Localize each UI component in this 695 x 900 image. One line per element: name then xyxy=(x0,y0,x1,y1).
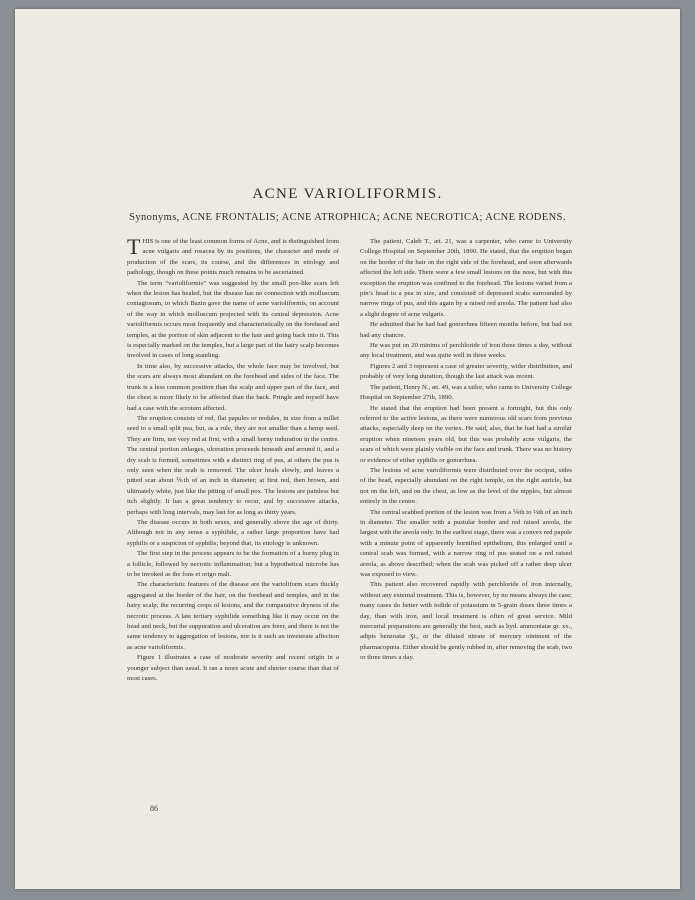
right-column xyxy=(360,237,572,664)
paragraph: The characteristic features of the disease are the varioliform scars thickly aggregated at the border of the hair, on the forehead and temples, and in the hairy scalp; the recurring crops of lesions, and the comparative dryness of the necrotic process. A late tertiary syphilide something like it may occur on the head and neck, but the suppuration and ulceration are freer, and there is not the same tendency to aggregation of lesions, nor is it such an inveterate affection as acne varioliformis. xyxy=(127,581,339,651)
paragraph: The central scabbed portion of the lesion was from a ⅙th to ⅔th of an inch in diameter. The smaller with a pustular border and red raised areola, the largest with the areola only. In the earliest stage, there was a convex red papule with a minute point of apparently hornified epithelium, this enlarged until a central scab was formed, with a narrow ring of pus seated on a red raised areola, as above described; when the scab was picked off a rather deep ulcer was exposed to view. xyxy=(360,508,572,578)
page-number: 86 xyxy=(150,804,158,813)
paragraph: He admitted that he had had gonorrhœa fifteen months before, but had not had any chancre. xyxy=(360,321,572,339)
paragraph: He was put on 20 minims of perchloride of iron three times a day, without any local treatment, and was quite well in three weeks. xyxy=(360,342,572,360)
page-sheet xyxy=(15,9,680,889)
paragraph: The patient, Henry N., æt. 49, was a tailor, who came to University College Hospital on September 27th, 1890. xyxy=(360,383,572,402)
article-title: ACNE VARIOLIFORMIS. xyxy=(252,186,443,202)
drop-cap: T xyxy=(127,234,141,259)
paragraph: The lesions of acne varioliformis were distributed over the occiput, sides of the head, especially abundant on the right temple, on the right auricle, but not on the left, and on the chest, as low as the level of the nipples, but almost entirely in the centre. xyxy=(360,466,572,506)
paragraph: This patient also recovered rapidly with perchloride of iron internally, without any external treatment. This is, however, by no means always the case; many cases do better with iodide of potassium in 5-grain doses three times a day, than with iron, and local treatment is often of great service. Mild mercurial preparations are generally the best, such as hyd. ammoniatæ gr. xx., adipis benzoatæ Ʒi., or the diluted nitrate of mercury ointment of the pharmacopœia. Either should be gently rubbed in, after removing the scab, two or three times a day. xyxy=(360,581,572,662)
paragraph: The first step in the process appears to be the formation of a horny plug in a follicle, followed by necrotic inflammation; but a hypothetical microbe has to be invoked as the fons et origo mali. xyxy=(127,550,339,578)
paragraph: Figure 1 illustrates a case of moderate severity and recent origin in a younger subject than usual. It ran a more acute and shorter course than that of most cases. xyxy=(127,654,339,683)
paragraph: The disease occurs in both sexes, and generally above the age of thirty. Although not in any sense a syphilide, a rather large proportion have had syphilis or a suspicion of syphilis; beyond that, its etiology is unknown. xyxy=(127,518,339,547)
synonyms-line: Synonyms, ACNE FRONTALIS; ACNE ATROPHICA; ACNE NECROTICA; ACNE RODENS. xyxy=(129,212,566,223)
paragraph: In time also, by successive attacks, the whole face may be involved, but the scars are always most abundant on the forehead and sides of the face. The trunk is a less common position than the scalp and upper part of the face, and the chest is more likely to be affected than the back. Pringle and myself have had a case with the scrotum affected. xyxy=(127,362,339,412)
paragraph: The patient, Caleb T., æt. 21, was a carpenter, who came to University College Hospital on September 20th, 1890. He stated, that the eruption began on the border of the hair on the right side of the forehead, and soon afterwards affected the left side. There were a few small lesions on the nose, but with this exception the eruption was confined to the forehead. The lesions varied from a pin’s head to a pea in size, and consisted of depressed scabs surrounded by narrow rings of pus, and this again by a raised red areola. The patient had also a slight degree of acne vulgaris. xyxy=(360,238,572,318)
paragraph: The term “varioliformis” was suggested by the small pox-like scars left when the lesion has healed, but the disease has no connection with molluscum contagiosum, to which Bazin gave the name of acne varioliformis, on account of the way in which molluscum projected with its central depression. Acne varioliformis occurs most frequently and characteristically on the forehead and temples, at the portion of skin adjacent to the hair and going back into it. This is especially marked on the temples, but a large part of the hairy scalp becomes involved in cases of long standing. xyxy=(127,279,339,360)
paragraph: THIS is one of the least common forms of Acne, and is distinguished from acne vulgaris and rosacea by its positions, the character and mode of production of the scars, its course, and the differences in etiology and pathology, though on these points much remains to be ascertained. xyxy=(127,234,339,277)
paragraph: He stated that the eruption had been present a fortnight, but this only referred to the active lesions, as there were numerous old scars from previous attacks, especially deep on the vertex. He said, also, that he had had a similar eruption when nineteen years old, but this was probably acne vulgaris, the scars of which were plainly visible on the face and trunk. There was no history or evidence of either syphilis or gonorrhœa. xyxy=(360,404,572,464)
paragraph: Figures 2 and 3 represent a case of greater severity, wider distribution, and probably of very long duration, though the last attack was recent. xyxy=(360,362,572,381)
paragraph: The eruption consists of red, flat papules or nodules, in size from a millet seed to a small split pea, but, as a rule, they are not smaller than a hemp seed. They are firm, not very red at first, with a small horny induration in the centre. The central portion enlarges, ulceration proceeds beneath and around it, and a dry scab is formed, sometimes with a distinct ring of pus, at others the pus is only seen when the scab is removed. The ulcer heals slowly, and leaves a pitted scar about ⅙th of an inch in diameter; at first red, then brown, and ultimately white, just like the pitting of small pox. The lesions are painless but itch slightly. It has a great tendency to recur, and by successive attacks, perhaps with long intervals, may last for as long as thirty years. xyxy=(127,414,339,516)
left-column xyxy=(127,234,339,684)
